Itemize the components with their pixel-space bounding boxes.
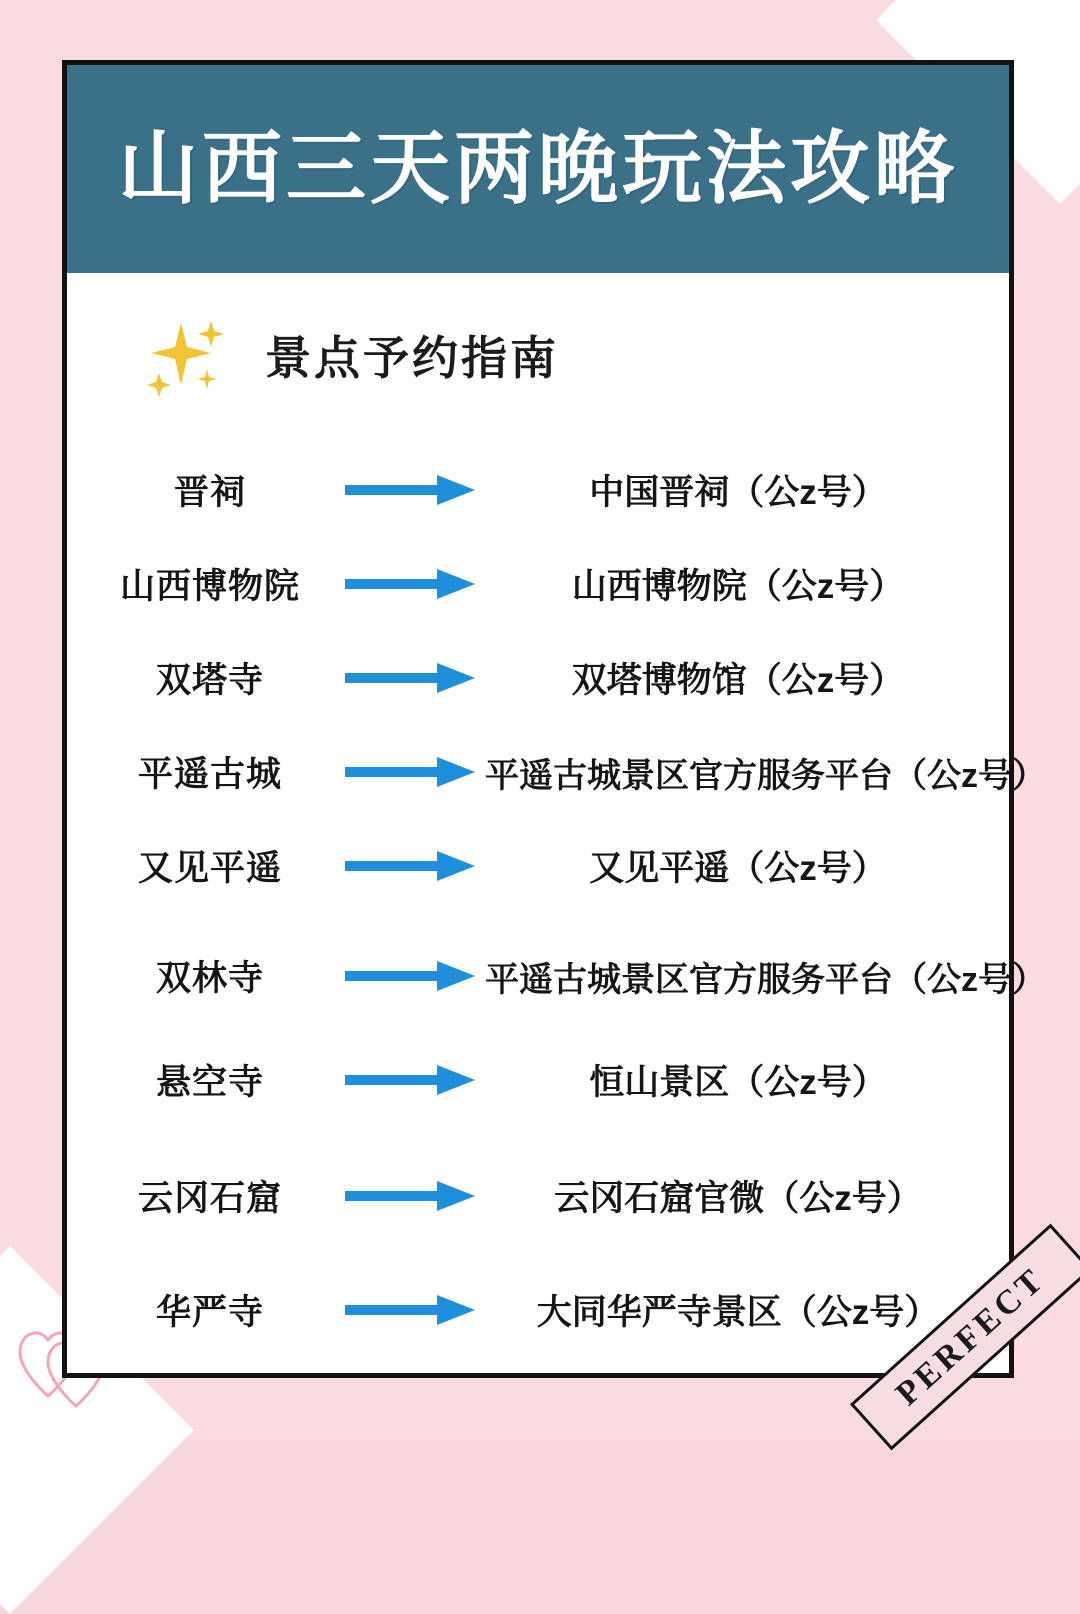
list-item [85, 1033, 991, 1127]
channel-name: 恒山景区（公z号） [589, 1063, 887, 1102]
spot-name: 云冈石窟 [137, 1179, 282, 1218]
card-header [67, 65, 1009, 273]
channel-name: 平遥古城景区官方服务平台（公z号） [485, 756, 1046, 795]
section-heading [67, 273, 1009, 403]
spot-name: 又见平遥 [137, 849, 282, 888]
section-subtitle: 景点予约指南 [265, 332, 559, 384]
list-item [85, 1149, 991, 1243]
sparkle-icon [137, 307, 233, 403]
list-item [85, 929, 1046, 1023]
spot-name: 平遥古城 [137, 755, 282, 794]
page-title: 山西三天两晚玩法攻略 [118, 124, 958, 213]
arrow-right-icon [335, 755, 485, 789]
arrow-right-icon [335, 1063, 485, 1097]
badge-label: PERFECT [888, 1260, 1053, 1413]
list-item [85, 819, 991, 913]
arrow-right-icon [335, 1293, 485, 1327]
channel-name: 平遥古城景区官方服务平台（公z号） [485, 960, 1046, 999]
guide-card [62, 60, 1046, 1378]
spot-name: 晋祠 [173, 473, 246, 512]
channel-name: 中国晋祠（公z号） [589, 473, 887, 512]
arrow-right-icon [335, 661, 485, 695]
arrow-right-icon [335, 849, 485, 883]
channel-name: 又见平遥（公z号） [589, 849, 887, 888]
channel-name: 山西博物院（公z号） [571, 567, 905, 606]
spot-name: 华严寺 [155, 1293, 264, 1332]
list-item [85, 537, 991, 631]
list-item [85, 443, 991, 537]
spot-name: 双塔寺 [155, 661, 264, 700]
channel-name: 云冈石窟官微（公z号） [554, 1179, 922, 1218]
spot-name: 双林寺 [155, 959, 264, 998]
arrow-right-icon [335, 473, 485, 507]
channel-name: 大同华严寺景区（公z号） [536, 1293, 940, 1332]
arrow-right-icon [335, 959, 485, 993]
list-item [85, 1263, 991, 1357]
spot-name: 山西博物院 [119, 567, 300, 606]
list-item [85, 725, 1046, 819]
arrow-right-icon [335, 567, 485, 601]
arrow-right-icon [335, 1179, 485, 1213]
channel-name: 双塔博物馆（公z号） [571, 661, 905, 700]
list-item [85, 631, 991, 725]
spot-name: 悬空寺 [155, 1063, 264, 1102]
